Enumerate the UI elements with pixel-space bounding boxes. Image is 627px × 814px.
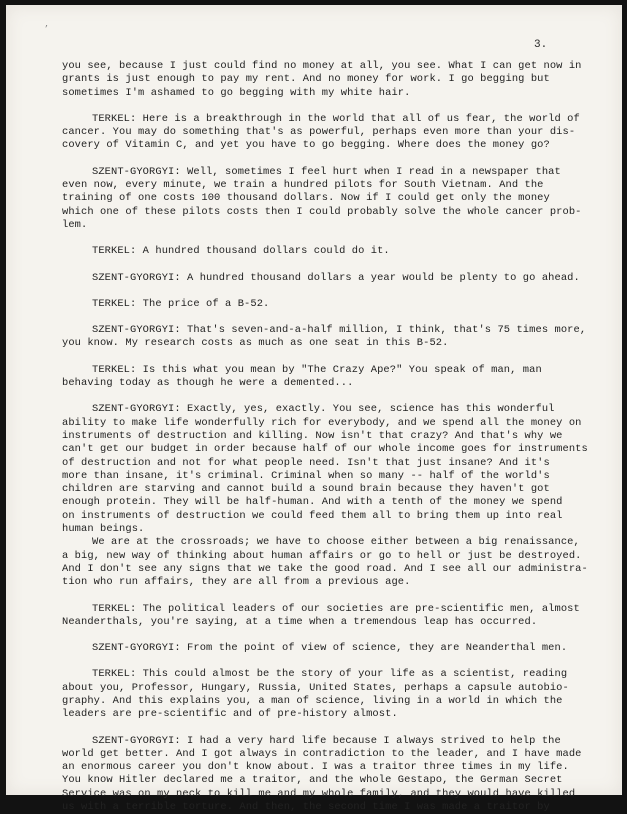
text-line: a big, new way of thinking about human affairs or go to hell or just be destroyed.: [62, 549, 582, 562]
text-line: TERKEL: The political leaders of our societies are pre-scientific men, almost: [92, 602, 580, 615]
text-line: TERKEL: Here is a breakthrough in the world that all of us fear, the world of: [92, 112, 580, 125]
text-line: SZENT-GYORGYI: Well, sometimes I feel hurt when I read in a newspaper that: [92, 165, 561, 178]
paragraph-gap: [62, 259, 557, 272]
text-line: Service was on my neck to kill me and my whole family, and they would have killed: [62, 787, 576, 800]
text-line: children are starving and cannot build a sound brain because they haven't got: [62, 483, 550, 496]
document-page: [6, 5, 622, 814]
paragraph-gap: [62, 629, 557, 642]
text-line: cancer. You may do something that's as powerful, perhaps even more than your dis-: [62, 126, 576, 139]
text-line: leaders are pre-scientific and of pre-history almost.: [62, 708, 398, 721]
text-line: SZENT-GYORGYI: A hundred thousand dollars a year would be plenty to go ahead.: [92, 271, 580, 284]
paragraph-gap: [62, 351, 557, 364]
text-line: ability to make life wonderfully rich for everybody, and we spend all the money on: [62, 416, 582, 429]
text-line: enough protein. They will be half-human. And with a tenth of the money we spend: [62, 496, 563, 509]
text-line: TERKEL: This could almost be the story of your life as a scientist, reading: [92, 668, 568, 681]
text-line: can't get our budget in order because half of our whole income goes for instruments: [62, 443, 588, 456]
text-line: of destruction and not for what people need. Isn't that just insane? And it's: [62, 456, 550, 469]
text-line: We are at the crossroads; we have to choose either between a big renaissance,: [92, 536, 580, 549]
text-line: covery of Vitamin C, and yet you have to go begging. Where does the money go?: [62, 139, 550, 152]
paragraph-gap: [62, 285, 557, 298]
paragraph-gap: [62, 153, 557, 166]
text-line: behaving today as though he were a demented...: [62, 377, 354, 390]
text-line: sometimes I'm ashamed to go begging with my white hair.: [62, 86, 411, 99]
text-line: training of one costs 100 thousand dollars. Now if I could get only the money: [62, 192, 550, 205]
paragraph-gap: [62, 722, 557, 735]
text-line: us with a terrible torture. And then, the second time I was made a traitor by: [62, 801, 550, 814]
text-line: you see, because I just could find no money at all, you see. What I can get now in: [62, 60, 582, 72]
text-line: about you, Professor, Hungary, Russia, United States, perhaps a capsule autobio-: [62, 681, 569, 694]
paragraph-gap: [62, 590, 557, 603]
text-line: an enormous career you don't know about. I was a traitor three times in my life.: [62, 761, 569, 774]
text-line: tion who run affairs, they are all from a previous age.: [62, 576, 411, 589]
text-line: And I don't see any signs that we take the good road. And I see all our administra-: [62, 562, 588, 575]
paragraph-gap: [62, 311, 557, 324]
margin-mark: ’: [44, 25, 49, 34]
text-line: SZENT-GYORGYI: That's seven-and-a-half million, I think, that's 75 times more,: [92, 324, 587, 337]
transcript-body: [62, 60, 588, 814]
text-line: you know. My research costs as much as one seat in this B-52.: [62, 337, 449, 350]
text-line: TERKEL: A hundred thousand dollars could do it.: [92, 245, 390, 258]
paragraph-gap: [62, 390, 557, 403]
text-line: lem.: [62, 218, 88, 231]
text-line: which one of these pilots costs then I could probably solve the whole cancer prob-: [62, 205, 582, 218]
paragraph-gap: [62, 100, 557, 113]
text-line: SZENT-GYORGYI: I had a very hard life because I always strived to help the: [92, 734, 561, 747]
text-line: on instruments of destruction we could feed them all to bring them up into real: [62, 509, 563, 522]
text-line: You know Hitler declared me a traitor, and the whole Gestapo, the German Secret: [62, 774, 563, 787]
text-line: TERKEL: Is this what you mean by "The Crazy Ape?" You speak of man, man: [92, 363, 542, 376]
text-line: instruments of destruction and killing. Now isn't that crazy? And that's why we: [62, 429, 563, 442]
text-line: graphy. And this explains you, a man of science, living in a world in which the: [62, 694, 563, 707]
text-line: SZENT-GYORGYI: Exactly, yes, exactly. You see, science has this wonderful: [92, 403, 555, 416]
text-line: Neanderthals, you're saying, at a time when a tremendous leap has occurred.: [62, 615, 538, 628]
paragraph-gap: [62, 655, 557, 668]
text-line: more than insane, it's criminal. Criminal when so many -- half of the world's: [62, 469, 550, 482]
text-line: human beings.: [62, 523, 145, 536]
text-line: SZENT-GYORGYI: From the point of view of science, they are Neanderthal men.: [92, 642, 568, 655]
page-number: 3.: [534, 39, 548, 51]
text-line: grants is just enough to pay my rent. And no money for work. I go begging but: [62, 73, 550, 86]
paragraph-gap: [62, 232, 557, 245]
text-line: even now, every minute, we train a hundred pilots for South Vietnam. And the: [62, 179, 544, 192]
text-line: world get better. And I got always in contradiction to the leader, and I have made: [62, 747, 582, 760]
text-line: TERKEL: The price of a B-52.: [92, 297, 270, 310]
